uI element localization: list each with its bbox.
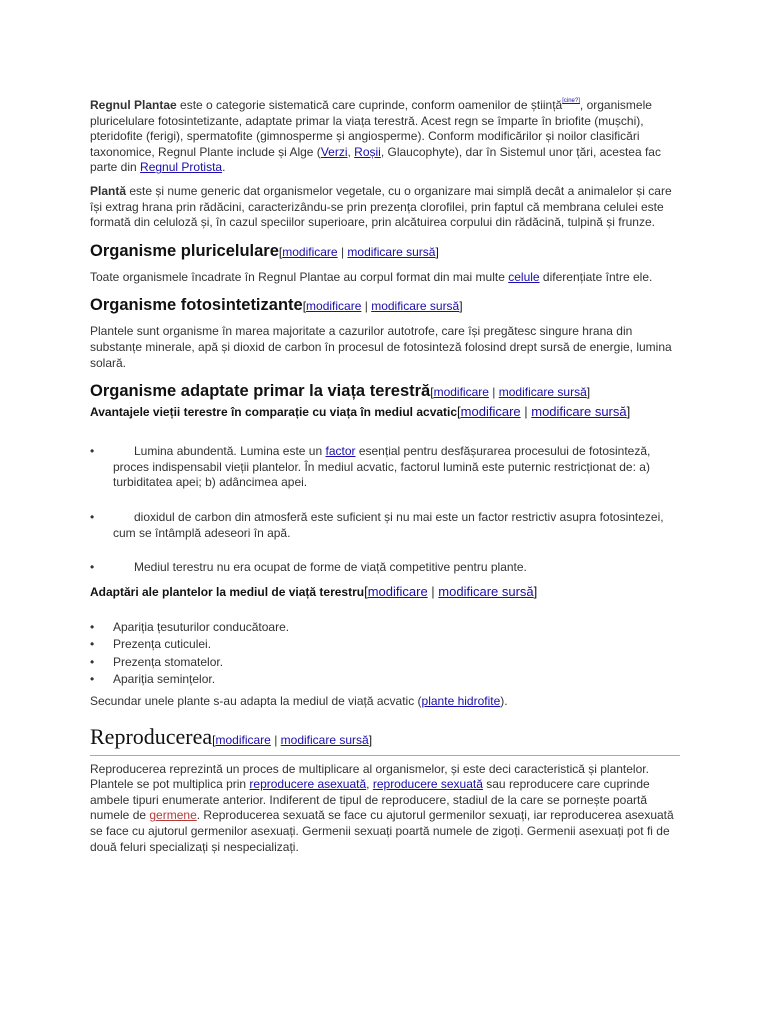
list-item-text: dioxidul de carbon din atmosferă este suficient și nu mai este un factor restrictiv asupra fotosintezei, cum se întâmplă adeseori în apă.: [113, 509, 664, 540]
link-reproducere-asexuata[interactable]: reproducere asexuată: [249, 777, 367, 792]
heading-text: Organisme pluricelulare: [90, 241, 279, 260]
heading-organisme-fotosintetizante: [90, 295, 680, 316]
planta-bold: Plantă: [90, 183, 127, 198]
intro-title-bold: Regnul Plantae: [90, 98, 177, 112]
link-germene[interactable]: germene: [149, 808, 197, 823]
separator: |: [361, 299, 372, 314]
edit-section-links: [303, 299, 463, 313]
bracket-open: [: [278, 244, 283, 259]
intro-text-3: , Glaucophyte), dar în Sistemul unor țări, acestea fac parte din: [90, 144, 661, 175]
edit-source-link[interactable]: modificare sursă: [498, 385, 587, 400]
citation-needed-link[interactable]: [cine?]: [562, 98, 580, 104]
heading-text: Organisme fotosintetizante: [90, 296, 303, 315]
list-item-text: Prezența stomatelor.: [113, 654, 224, 669]
bullet-icon: •: [90, 672, 95, 687]
secundar-text-2: ).: [500, 694, 508, 709]
link-plante-hidrofite[interactable]: plante hidrofite: [421, 694, 501, 709]
edit-section-links: [212, 733, 372, 747]
bullet-icon: •: [90, 560, 95, 575]
bullet-icon: •: [90, 637, 95, 652]
intro-text-2: , organismele pluricelulare fotosintetizante, adaptate primar la viața terestră. Acest regn se împarte în briofite (mușchi), pteridofite (ferigi), spermatofite (gimnosperme și angiosperme). Conform modificărilor și noilor clasificări taxonomice, Regnul Plante include și Alge (: [90, 98, 652, 159]
list-item: [90, 444, 680, 491]
link-celule[interactable]: celule: [508, 269, 540, 284]
list-item: [90, 637, 680, 653]
bullet-icon: •: [90, 509, 95, 524]
heading-text: Organisme adaptate primar la viața terestră: [90, 382, 431, 401]
edit-section-links: [364, 584, 537, 599]
edit-link[interactable]: modificare: [306, 299, 362, 314]
pluri-text-1: Toate organismele încadrate în Regnul Plantae au corpul format din mai multe: [90, 269, 509, 284]
secundar-paragraph: [90, 694, 680, 710]
bullet-icon: •: [90, 654, 95, 669]
edit-source-link[interactable]: modificare sursă: [371, 299, 460, 314]
list-item: [90, 672, 680, 688]
bullet-1-text-2: esențial pentru desfășurarea procesului de fotosinteză, proces indispensabil vieții plantelor. În mediul acvatic, factorul lumină este puternic restricționat de: a) turbiditatea apei; b) adâncimea apei.: [113, 444, 651, 490]
subheading-adaptari: [90, 584, 680, 600]
edit-link[interactable]: modificare: [367, 583, 428, 599]
repro-text-2: sau reproducere care cuprinde ambele tipuri enumerate anterior. Indiferent de tipul de reproducere, stadiul de la care se pornește poartă numele de: [90, 777, 650, 823]
pluricelulare-paragraph: [90, 270, 680, 286]
edit-source-link[interactable]: modificare sursă: [280, 732, 369, 747]
list-item-text: [113, 444, 680, 491]
secundar-text-1: Secundar unele plante s-au adapta la mediul de viață acvatic (: [90, 694, 422, 709]
pluri-text-2: diferențiate între ele.: [539, 269, 653, 284]
separator: |: [337, 244, 348, 259]
subheading-text: Avantajele vieții terestre în comparație cu viața în mediul acvatic: [90, 405, 458, 420]
citation-needed: [562, 98, 580, 104]
bracket-open: [: [457, 404, 461, 420]
link-rosii[interactable]: Roșii: [354, 144, 381, 159]
separator: |: [520, 404, 532, 420]
planta-paragraph: [90, 184, 680, 231]
repro-text-1: Reproducerea reprezintă un proces de multiplicare al organismelor, și este deci caracteristică și plantelor. Plantele se pot multiplica prin: [90, 761, 649, 792]
separator: |: [427, 583, 439, 599]
list-item-text: Prezența cuticulei.: [113, 637, 212, 652]
edit-source-link[interactable]: modificare sursă: [438, 583, 534, 599]
intro-text-1: este o categorie sistematică care cuprinde, conform oamenilor de știință: [176, 98, 563, 112]
repro-text-3: . Reproducerea sexuată se face cu ajutorul germenilor sexuați, iar reproducerea asexuată se face cu ajutorul germenilor asexuați. Germenii sexuați poartă numele de zigoți. Germenii asexuați pot fi de două feluri specializați și nespecializați.: [90, 808, 674, 854]
avantaje-list: [90, 444, 680, 576]
repro-comma: ,: [366, 777, 373, 792]
adaptari-list: [90, 620, 680, 688]
bullet-icon: •: [90, 444, 95, 459]
bracket-close: ]: [533, 583, 538, 599]
edit-link[interactable]: modificare: [460, 404, 521, 420]
edit-section-links: [457, 404, 630, 419]
bracket-close: ]: [435, 244, 439, 259]
link-reproducere-sexuata[interactable]: reproducere sexuată: [372, 777, 483, 792]
bracket-close: ]: [626, 404, 631, 420]
edit-source-link[interactable]: modificare sursă: [531, 404, 627, 420]
edit-section-links: [430, 385, 590, 399]
link-regnul-protista[interactable]: Regnul Protista: [140, 160, 223, 175]
separator: |: [270, 732, 281, 747]
edit-source-link[interactable]: modificare sursă: [347, 244, 436, 259]
bullet-1-text-1: Lumina abundentă. Lumina este un: [134, 444, 326, 459]
list-item: [90, 620, 680, 636]
heading-reproducerea: [90, 724, 680, 756]
bracket-close: ]: [586, 385, 591, 400]
intro-text-4: .: [222, 160, 226, 175]
intro-comma: ,: [347, 144, 355, 159]
edit-link[interactable]: modificare: [433, 385, 489, 400]
link-factor[interactable]: factor: [325, 444, 356, 459]
edit-link[interactable]: modificare: [282, 244, 338, 259]
heading-text: Reproducerea: [90, 723, 213, 749]
subheading-avantaje: [90, 404, 680, 420]
list-item: [90, 560, 680, 576]
fotosintetizante-paragraph: Plantele sunt organisme în marea majoritate a cazurilor autotrofe, care își pregătesc singure hrana din substanțe minerale, apă și dioxid de carbon în procesul de fotosinteză folosind drept sursă de energie, lumina solară.: [90, 324, 672, 370]
separator: |: [488, 385, 499, 400]
list-item: [90, 655, 680, 671]
article-body: [90, 98, 680, 855]
bracket-open: [: [430, 385, 434, 400]
list-item-text: Apariția țesuturilor conducătoare.: [113, 619, 290, 634]
heading-organisme-adaptate: [90, 381, 680, 402]
bracket-close: ]: [459, 299, 463, 314]
reproducere-paragraph: [90, 762, 680, 856]
list-item-text: Apariția semințelor.: [113, 672, 216, 687]
planta-text: este și nume generic dat organismelor vegetale, cu o organizare mai simplă decât a animalelor și care își extrag hrana prin rădăcini, caracterizându-se prin prezența clorofilei, prin faptul că membrana celulei este formată din celuloză și, în cazul speciilor superioare, prin alcătuirea corpului din rădăcină, tulpină și frunze.: [90, 183, 672, 230]
bracket-close: ]: [368, 732, 373, 747]
bracket-open: [: [212, 732, 216, 747]
bracket-open: [: [302, 299, 307, 314]
list-item-text: Mediul terestru nu era ocupat de forme de viață competitive pentru plante.: [134, 560, 527, 575]
bracket-open: [: [364, 583, 368, 599]
list-item: [90, 510, 680, 541]
subheading-text: Adaptări ale plantelor la mediul de viață terestru: [90, 584, 365, 599]
heading-organisme-pluricelulare: [90, 241, 680, 262]
edit-link[interactable]: modificare: [215, 732, 271, 747]
intro-paragraph: [90, 98, 680, 176]
link-verzi[interactable]: Verzi: [320, 144, 348, 159]
bullet-icon: •: [90, 619, 95, 634]
edit-section-links: [279, 245, 439, 259]
